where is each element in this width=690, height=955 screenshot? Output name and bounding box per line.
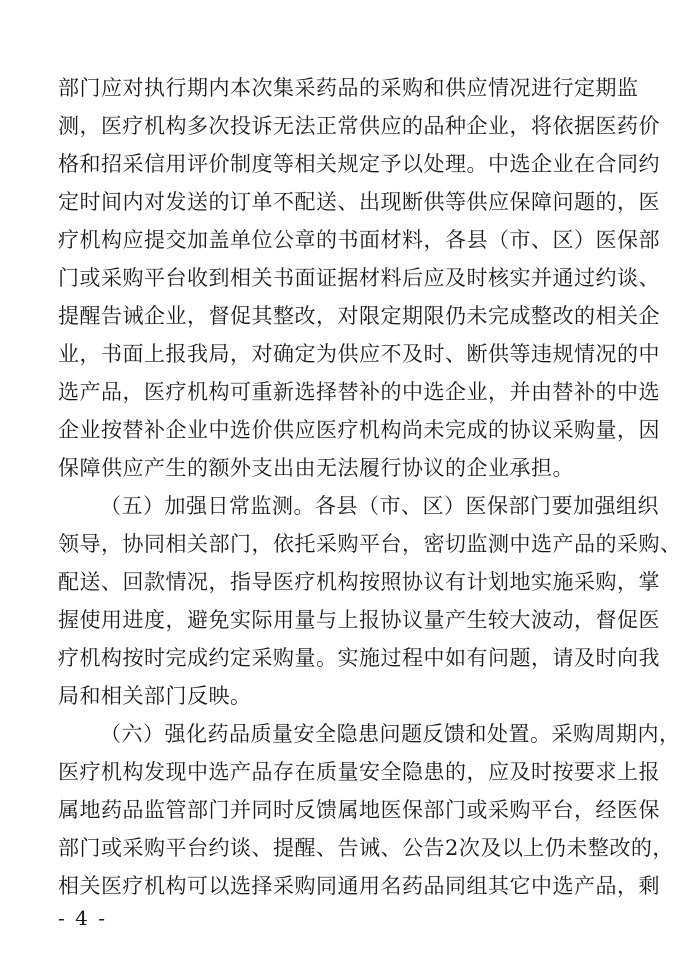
body-text-line: 门或采购平台收到相关书面证据材料后应及时核实并通过约谈、 [58, 266, 660, 290]
body-text-line: 部门或采购平台约谈、提醒、告诫、公告2次及以上仍未整改的， [58, 836, 674, 860]
page-number: - 4 - [58, 906, 107, 930]
body-text-line: 定时间内对发送的订单不配送、出现断供等供应保障问题的，医 [58, 190, 660, 214]
body-text-line: 部门应对执行期内本次集采药品的采购和供应情况进行定期监 [58, 76, 639, 100]
body-text-line: 相关医疗机构可以选择采购同通用名药品同组其它中选产品，剩 [58, 874, 660, 898]
body-text-line: 业，书面上报我局，对确定为供应不及时、断供等违规情况的中 [58, 342, 660, 366]
body-text-line: 测，医疗机构多次投诉无法正常供应的品种企业，将依据医药价 [58, 114, 660, 138]
body-text-line: 格和招采信用评价制度等相关规定予以处理。中选企业在合同约 [58, 152, 660, 176]
body-text-line: 局和相关部门反映。 [58, 684, 252, 708]
section-five-heading-line: （五）加强日常监测。各县（市、区）医保部门要加强组织 [100, 494, 659, 518]
body-text-line: 握使用进度，避免实际用量与上报协议量产生较大波动，督促医 [58, 608, 660, 632]
body-text-line: 疗机构按时完成约定采购量。实施过程中如有问题，请及时向我 [58, 646, 660, 670]
section-six-heading-line: （六）强化药品质量安全隐患问题反馈和处置。采购周期内， [100, 722, 681, 746]
body-text-line: 疗机构应提交加盖单位公章的书面材料，各县（市、区）医保部 [58, 228, 660, 252]
body-text-line: 属地药品监管部门并同时反馈属地医保部门或采购平台，经医保 [58, 798, 660, 822]
body-text-line: 提醒告诫企业，督促其整改，对限定期限仍未完成整改的相关企 [58, 304, 660, 328]
body-text-line: 企业按替补企业中选价供应医疗机构尚未完成的协议采购量，因 [58, 418, 660, 442]
body-text-line: 医疗机构发现中选产品存在质量安全隐患的，应及时按要求上报 [58, 760, 660, 784]
body-text-line: 配送、回款情况，指导医疗机构按照协议有计划地实施采购，掌 [58, 570, 660, 594]
body-text-line: 选产品，医疗机构可重新选择替补的中选企业，并由替补的中选 [58, 380, 660, 404]
body-text-line: 保障供应产生的额外支出由无法履行协议的企业承担。 [58, 456, 574, 480]
body-text-line: 领导，协同相关部门，依托采购平台，密切监测中选产品的采购、 [58, 532, 682, 556]
